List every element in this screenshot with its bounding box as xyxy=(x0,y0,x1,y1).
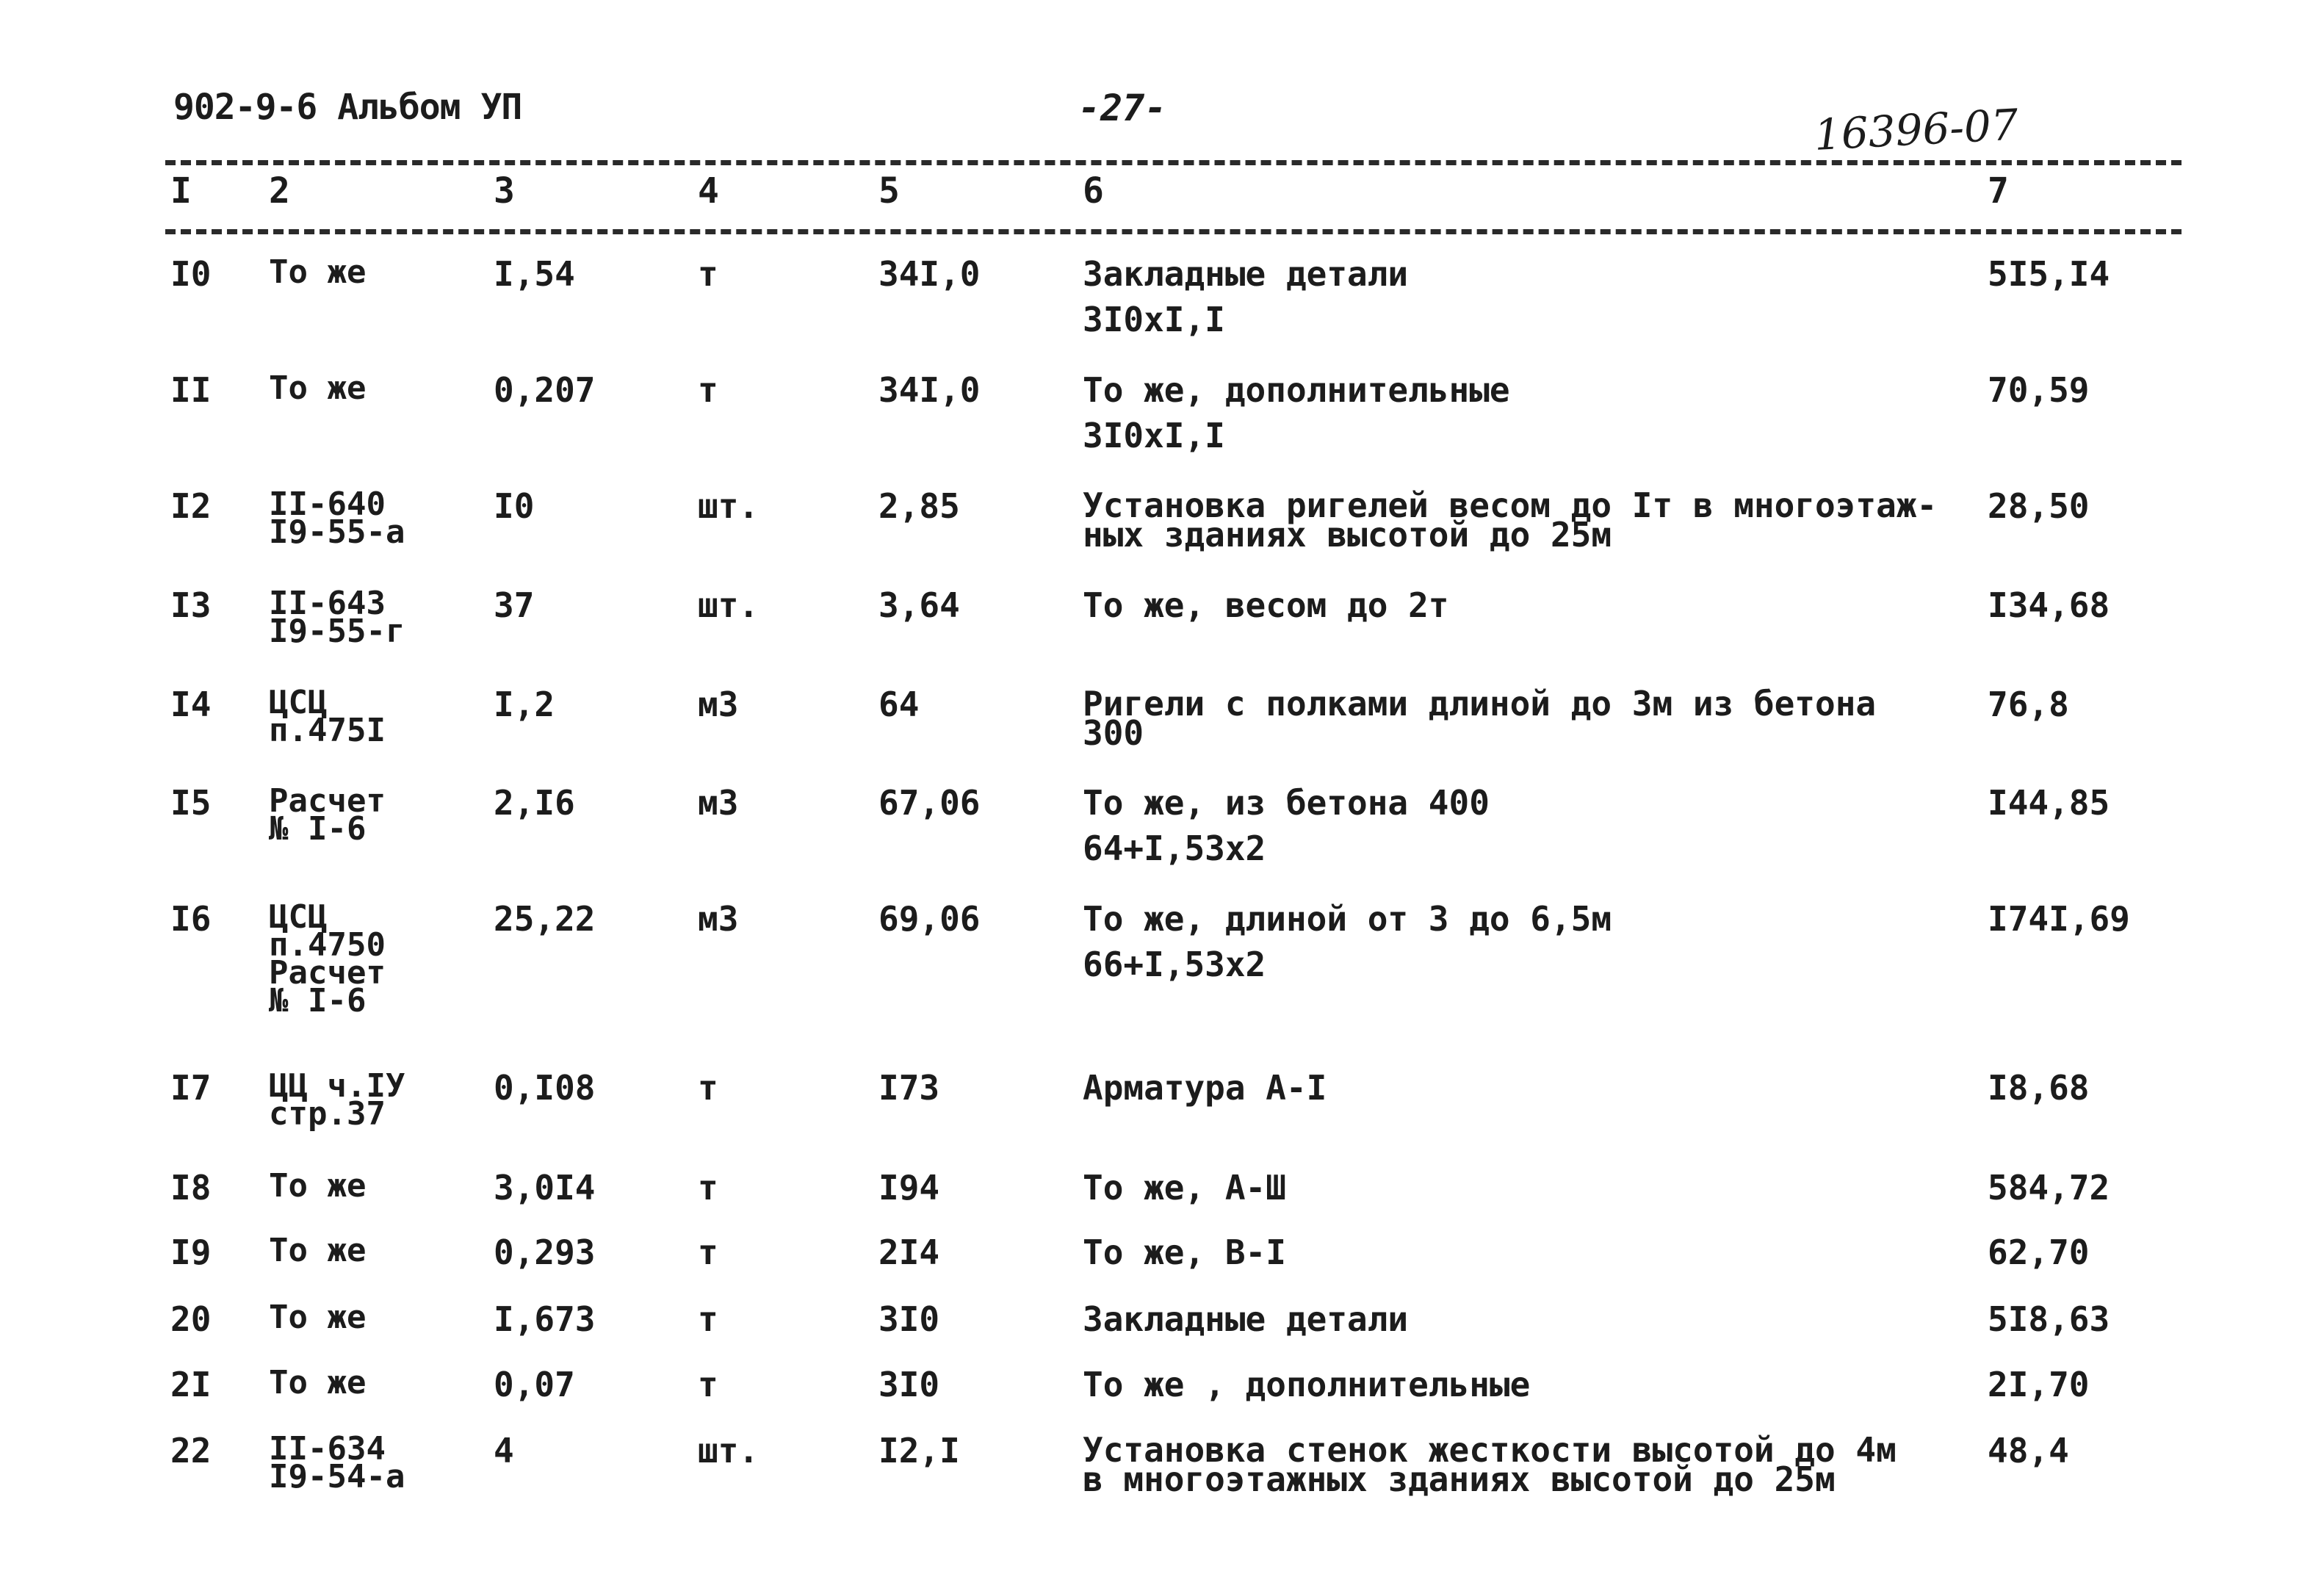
row-unit-price: 3I0 xyxy=(878,1299,940,1339)
row-total: 62,70 xyxy=(1988,1232,2090,1272)
row-quantity: 37 xyxy=(494,585,535,625)
column-header-6: 6 xyxy=(1083,170,1104,212)
reference-line: I9-55-а xyxy=(269,513,405,551)
row-unit: т xyxy=(698,370,718,410)
row-unit-price: I94 xyxy=(878,1168,940,1208)
row-total: 2I,70 xyxy=(1988,1365,2090,1404)
description-line: 66+I,53x2 xyxy=(1083,945,1266,984)
row-description xyxy=(1083,783,1490,868)
reference-line: То же xyxy=(269,1364,367,1401)
row-unit-price: 3I0 xyxy=(878,1365,940,1404)
row-unit-price: 2,85 xyxy=(878,486,960,526)
row-reference xyxy=(269,585,405,650)
row-unit: т xyxy=(698,1232,718,1272)
row-unit-price: 34I,0 xyxy=(878,370,981,410)
row-total: I34,68 xyxy=(1988,585,2110,625)
row-unit: м3 xyxy=(698,899,739,939)
row-number: I0 xyxy=(170,254,212,294)
row-reference xyxy=(269,1430,405,1495)
row-description xyxy=(1083,254,1409,339)
row-description xyxy=(1083,370,1510,455)
row-description xyxy=(1083,1299,1409,1339)
row-unit: т xyxy=(698,1365,718,1404)
row-number: I9 xyxy=(170,1232,212,1272)
row-total: 584,72 xyxy=(1988,1168,2110,1208)
column-header-5: 5 xyxy=(878,170,900,212)
row-unit: т xyxy=(698,1068,718,1108)
row-unit: т xyxy=(698,1168,718,1208)
reference-line: I9-54-а xyxy=(269,1458,405,1495)
row-unit-price: I73 xyxy=(878,1068,940,1108)
reference-line: ЦСЦ xyxy=(269,684,328,721)
row-unit: м3 xyxy=(698,783,739,823)
row-unit-price: 69,06 xyxy=(878,899,981,939)
header-top-rule xyxy=(165,160,2182,165)
row-unit-price: 34I,0 xyxy=(878,254,981,294)
row-total: I44,85 xyxy=(1988,783,2110,823)
row-number: I4 xyxy=(170,685,212,724)
row-unit-price: 2I4 xyxy=(878,1232,940,1272)
description-line: Установка ригелей весом до Iт в многоэтаж- xyxy=(1083,486,1938,525)
reference-line: II-643 xyxy=(269,585,386,622)
row-total: 5I5,I4 xyxy=(1988,254,2110,294)
row-total: 70,59 xyxy=(1988,370,2090,410)
reference-line: Расчет xyxy=(269,782,386,820)
row-reference xyxy=(269,253,367,291)
row-number: I5 xyxy=(170,783,212,823)
row-number: I7 xyxy=(170,1068,212,1108)
row-number: I2 xyxy=(170,486,212,526)
row-reference xyxy=(269,684,386,749)
row-number: 22 xyxy=(170,1431,212,1470)
description-line: То же, весом до 2т xyxy=(1083,585,1449,625)
row-number: II xyxy=(170,370,212,410)
description-line: Закладные детали xyxy=(1083,1299,1409,1339)
row-unit-price: 67,06 xyxy=(878,783,981,823)
column-header-3: 3 xyxy=(494,170,515,212)
row-total: 5I8,63 xyxy=(1988,1299,2110,1339)
description-line: То же, В-I xyxy=(1083,1232,1286,1272)
description-line: 3I0xI,I xyxy=(1083,416,1225,455)
row-total: 48,4 xyxy=(1988,1431,2069,1470)
row-total: 28,50 xyxy=(1988,486,2090,526)
column-header-4: 4 xyxy=(698,170,719,212)
row-reference xyxy=(269,1299,367,1336)
row-unit: шт. xyxy=(698,486,759,526)
description-line: ных зданиях высотой до 25м xyxy=(1083,515,1612,555)
description-line: 3I0xI,I xyxy=(1083,300,1225,339)
row-total: I74I,69 xyxy=(1988,899,2130,939)
row-description xyxy=(1083,1232,1286,1272)
column-header-1: I xyxy=(170,170,192,212)
row-number: 20 xyxy=(170,1299,212,1339)
row-quantity: 0,293 xyxy=(494,1232,596,1272)
row-unit: м3 xyxy=(698,685,739,724)
row-quantity: 4 xyxy=(494,1431,514,1470)
description-line: То же, длиной от 3 до 6,5м xyxy=(1083,899,1612,939)
row-total: 76,8 xyxy=(1988,685,2069,724)
reference-line: То же xyxy=(269,1167,367,1205)
row-quantity: 25,22 xyxy=(494,899,596,939)
row-unit: т xyxy=(698,254,718,294)
row-number: I3 xyxy=(170,585,212,625)
reference-line: То же xyxy=(269,369,367,407)
row-unit: шт. xyxy=(698,1431,759,1470)
description-line: То же, А-Ш xyxy=(1083,1168,1286,1208)
reference-line: То же xyxy=(269,253,367,291)
row-quantity: 0,07 xyxy=(494,1365,575,1404)
album-series-label: 902-9-6 Альбом УП xyxy=(173,87,522,128)
row-unit-price: 3,64 xyxy=(878,585,960,625)
column-header-2: 2 xyxy=(269,170,290,212)
reference-line: № I-6 xyxy=(269,982,367,1019)
row-quantity: I,2 xyxy=(494,685,555,724)
document-number: 16396-07 xyxy=(1813,99,2020,160)
reference-line: I9-55-г xyxy=(269,613,405,650)
row-description xyxy=(1083,1168,1286,1208)
page-number: -27- xyxy=(1078,87,1167,129)
row-reference xyxy=(269,1167,367,1205)
row-reference xyxy=(269,486,405,551)
description-line: 300 xyxy=(1083,713,1144,753)
reference-line: ЦЦ ч.IУ xyxy=(269,1067,405,1105)
description-line: Арматура А-I xyxy=(1083,1068,1327,1108)
reference-line: № I-6 xyxy=(269,810,367,848)
reference-line: II-640 xyxy=(269,486,386,523)
row-description xyxy=(1083,684,1877,753)
row-description xyxy=(1083,486,1938,555)
row-unit: т xyxy=(698,1299,718,1339)
column-header-7: 7 xyxy=(1988,170,2009,212)
row-reference xyxy=(269,369,367,407)
reference-line: II-634 xyxy=(269,1430,386,1468)
reference-line: Расчет xyxy=(269,954,386,992)
row-unit-price: 64 xyxy=(878,685,920,724)
row-quantity: 3,0I4 xyxy=(494,1168,596,1208)
row-total: I8,68 xyxy=(1988,1068,2090,1108)
row-reference xyxy=(269,1067,405,1133)
row-reference xyxy=(269,898,386,1019)
reference-line: п.475I xyxy=(269,712,386,749)
header-bottom-rule xyxy=(165,229,2182,234)
row-quantity: 0,207 xyxy=(494,370,596,410)
row-quantity: I,54 xyxy=(494,254,575,294)
row-reference xyxy=(269,1232,367,1269)
row-reference xyxy=(269,782,386,848)
row-quantity: 2,I6 xyxy=(494,783,575,823)
row-quantity: I,673 xyxy=(494,1299,596,1339)
reference-line: То же xyxy=(269,1232,367,1269)
description-line: То же , дополнительные xyxy=(1083,1365,1531,1404)
row-reference xyxy=(269,1364,367,1401)
row-number: I8 xyxy=(170,1168,212,1208)
description-line: Закладные детали xyxy=(1083,254,1409,294)
description-line: То же, дополнительные xyxy=(1083,370,1510,410)
row-description xyxy=(1083,1430,1897,1499)
row-number: I6 xyxy=(170,899,212,939)
row-description xyxy=(1083,1068,1327,1108)
reference-line: ЦСЦ xyxy=(269,898,328,936)
row-quantity: 0,I08 xyxy=(494,1068,596,1108)
row-description xyxy=(1083,585,1449,625)
row-description xyxy=(1083,1365,1531,1404)
row-unit: шт. xyxy=(698,585,759,625)
description-line: в многоэтажных зданиях высотой до 25м xyxy=(1083,1459,1836,1499)
description-line: 64+I,53x2 xyxy=(1083,829,1266,868)
description-line: То же, из бетона 400 xyxy=(1083,783,1490,823)
row-quantity: I0 xyxy=(494,486,535,526)
reference-line: п.4750 xyxy=(269,926,386,964)
reference-line: стр.37 xyxy=(269,1095,386,1133)
row-description xyxy=(1083,899,1612,984)
row-unit-price: I2,I xyxy=(878,1431,960,1470)
reference-line: То же xyxy=(269,1299,367,1336)
row-number: 2I xyxy=(170,1365,212,1404)
description-line: Установка стенок жесткости высотой до 4м xyxy=(1083,1430,1897,1470)
description-line: Ригели с полками длиной до 3м из бетона xyxy=(1083,684,1877,723)
